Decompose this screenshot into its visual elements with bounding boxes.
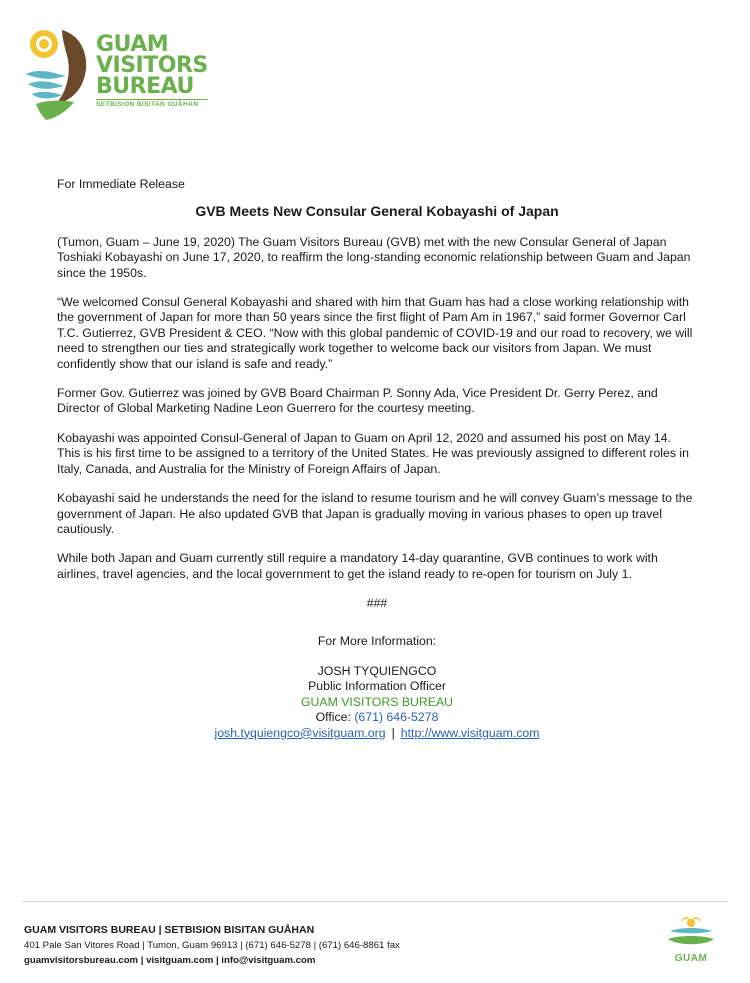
email-link[interactable]: josh.tyquiengco@visitguam.org	[214, 725, 386, 740]
website-link[interactable]: http://www.visitguam.com	[400, 725, 540, 740]
logo-word: GUAM	[96, 32, 169, 57]
contact-heading: For More Information:	[317, 633, 437, 648]
gvb-logo	[22, 22, 212, 122]
body-paragraph: (Tumon, Guam – June 19, 2020) The Guam Visitors Bureau (GVB) met with the new Consular General of Japan Toshiaki Kobayashi on June 17, 2020, to reaffirm the long-standing economic relationship between Guam and Japan since the 1950s.	[57, 234, 691, 280]
contact-links	[57, 726, 697, 741]
footer-logo	[664, 915, 718, 967]
logo-word: BUREAU	[96, 74, 194, 99]
body-paragraph: Kobayashi was appointed Consul-General of Japan to Guam on April 12, 2020 and assumed his post on May 14. This is his first time to be assigned to a territory of the United States. He was previously assigned to different roles in Italy, Canada, and Australia for the Ministry of Foreign Affairs of Japan.	[57, 430, 689, 476]
headline: GVB Meets New Consular General Kobayashi of Japan	[195, 203, 559, 220]
contact-title: Public Information Officer	[308, 679, 446, 694]
footer-logo-icon	[664, 915, 718, 953]
footer-divider	[22, 901, 728, 902]
guam-sun-wave-icon	[22, 22, 94, 122]
logo-word: VISITORS	[96, 53, 208, 78]
press-release	[57, 177, 697, 741]
contact-name: JOSH TYQUIENGCO	[317, 663, 437, 678]
footer-logo-text: GUAM	[674, 953, 708, 964]
office-label: Office:	[315, 710, 355, 725]
office-phone[interactable]: (671) 646-5278	[354, 710, 439, 725]
end-marker: ###	[366, 596, 388, 611]
body-paragraph: Former Gov. Gutierrez was joined by GVB Board Chairman P. Sonny Ada, Vice President Dr. Gerry Perez, and Director of Global Marketing Nadine Leon Guerrero for the courtesy meeting.	[57, 386, 658, 416]
contact-block	[57, 634, 697, 741]
logo-divider	[96, 99, 208, 100]
body-paragraph: Kobayashi said he understands the need for the island to resume tourism and he will convey Guam’s message to the government of Japan. He also updated GVB that Japan is gradually moving in various phases to open up travel cautiously.	[57, 491, 693, 536]
body-paragraph: “We welcomed Consul General Kobayashi and shared with him that Guam has had a close working relationship with the government of Japan for more than 50 years since the first flight of Pam Am in 1967,” said former Governor Carl T.C. Gutierrez, GVB President & CEO. “Now with this global pandemic of COVID-19 and our road to recovery, we will need to strengthen our ties and strategically work together to welcome back our visitors from Japan. We must confidently show that our island is safe and ready.”	[57, 295, 693, 371]
logo-wordmark	[96, 34, 208, 108]
contact-office	[57, 710, 697, 725]
footer-org-name: GUAM VISITORS BUREAU | SETBISION BISITAN GUÅHAN	[24, 924, 315, 936]
contact-org: GUAM VISITORS BUREAU	[300, 694, 454, 709]
footer-address: 401 Pale San Vitores Road | Tumon, Guam 96913 | (671) 646-5278 | (671) 646-8861 fax	[24, 940, 400, 951]
link-separator: |	[391, 725, 395, 740]
body-paragraph: While both Japan and Guam currently still require a mandatory 14-day quarantine, GVB continues to work with airlines, travel agencies, and the local government to get the island ready to re-open for tourism on July 1.	[57, 551, 658, 581]
footer	[24, 923, 400, 968]
footer-websites: guamvisitorsbureau.com | visitguam.com | info@visitguam.com	[24, 955, 316, 966]
logo-tagline: SETBISION BISITAN GUÅHAN	[96, 101, 199, 108]
release-label: For Immediate Release	[57, 177, 185, 191]
